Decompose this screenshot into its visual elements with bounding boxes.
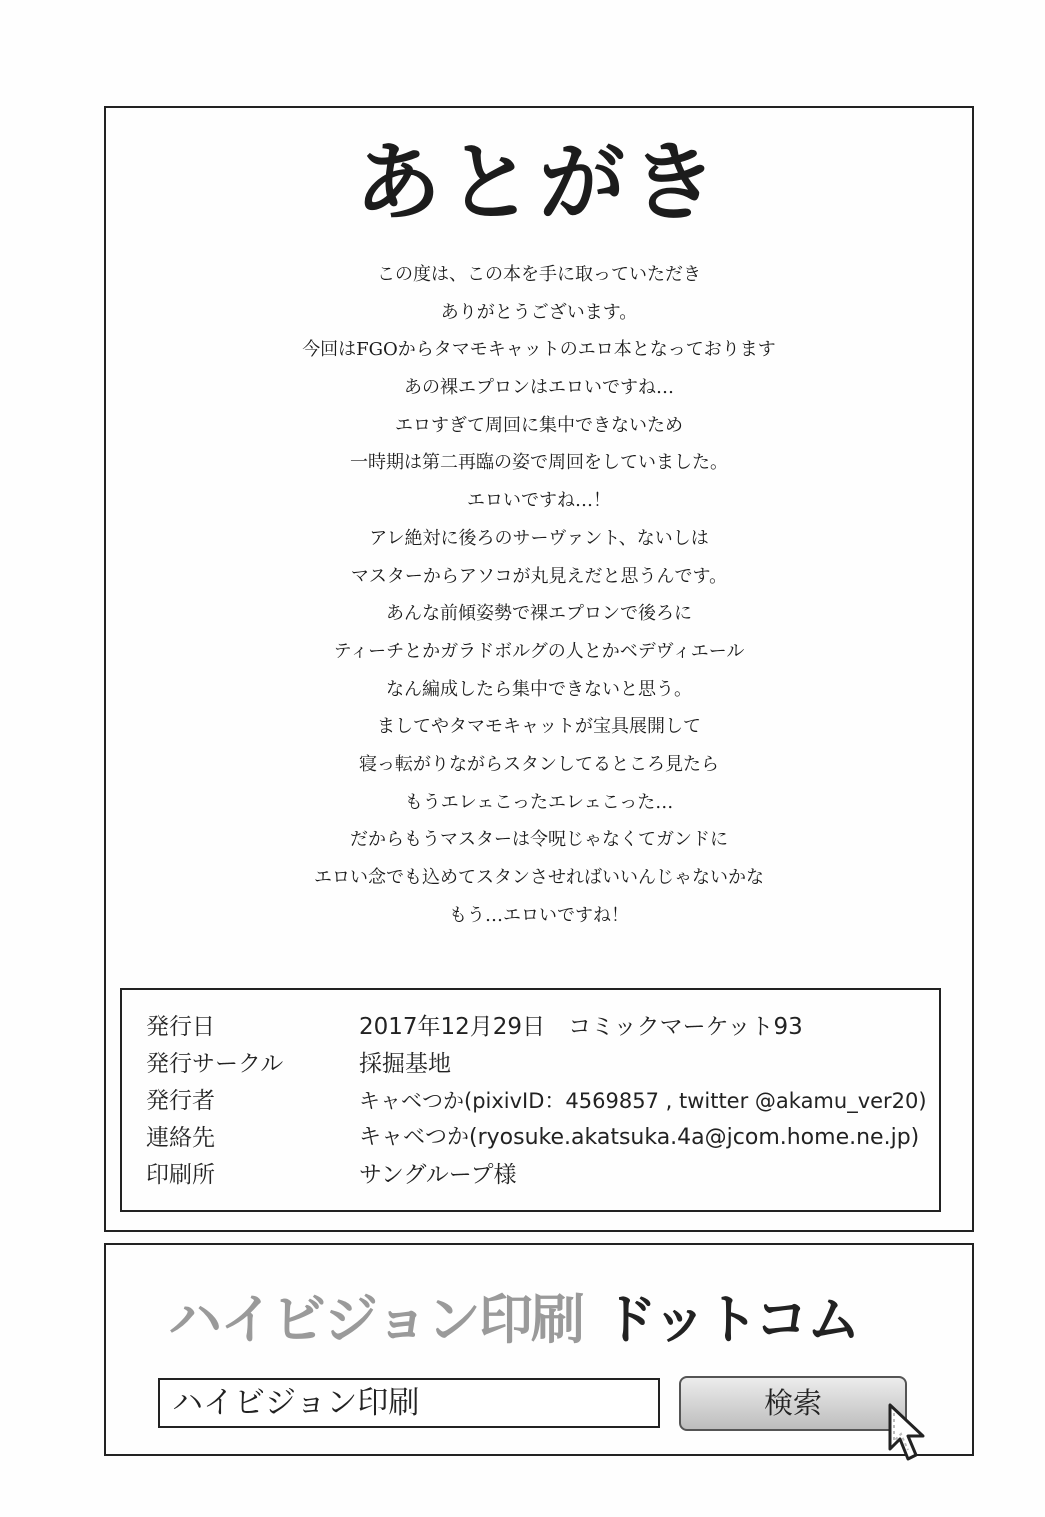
afterword-line: あんな前傾姿勢で裸エプロンで後ろに xyxy=(386,603,692,625)
printer-logo-part1: ハイビジョン印刷 xyxy=(168,1288,583,1351)
colophon-label: 印刷所 xyxy=(146,1162,215,1188)
afterword-frame xyxy=(104,106,974,1232)
colophon-box xyxy=(120,988,941,1212)
afterword-line: だからもうマスターは令呪じゃなくてガンドに xyxy=(350,829,728,851)
afterword-line: あの裸エプロンはエロいですね… xyxy=(404,377,674,399)
printer-ad-banner xyxy=(104,1243,974,1456)
colophon-value: 2017年12月29日 コミックマーケット93 xyxy=(359,1014,803,1040)
colophon-value: キャベつか(ryosuke.akatsuka.4a@jcom.home.ne.jp) xyxy=(359,1125,920,1150)
afterword-line: エロいですね…！ xyxy=(467,490,611,512)
search-button[interactable]: 検索 xyxy=(679,1376,907,1431)
afterword-line: ましてやタマモキャットが宝具展開して xyxy=(377,716,701,738)
colophon-label: 発行日 xyxy=(146,1014,215,1040)
afterword-line: 一時期は第二再臨の姿で周回をしていました。 xyxy=(350,452,728,474)
afterword-line: アレ絶対に後ろのサーヴァント、ないしは xyxy=(369,527,709,549)
afterword-line: ティーチとかガラドボルグの人とかベデヴィエール xyxy=(333,640,745,662)
afterword-body xyxy=(106,256,972,934)
printer-logo xyxy=(168,1285,859,1355)
search-input[interactable]: ハイビジョン印刷 xyxy=(158,1378,660,1428)
afterword-line: エロすぎて周回に集中できないため xyxy=(395,414,683,436)
colophon-value: サングループ様 xyxy=(359,1162,517,1188)
colophon-label: 連絡先 xyxy=(146,1125,215,1151)
afterword-line: マスターからアソコが丸見えだと思うんです。 xyxy=(350,565,728,587)
colophon-value: キャベつか(pixivID：4569857 , twitter @akamu_ver20) xyxy=(359,1089,927,1113)
colophon-value: 採掘基地 xyxy=(359,1051,451,1077)
afterword-line: もう…エロいですね！ xyxy=(449,904,629,926)
afterword-line: もうエレェこったエレェこった… xyxy=(404,791,674,813)
afterword-title: あとがき xyxy=(355,133,723,233)
afterword-line: 寝っ転がりながらスタンしてるところ見たら xyxy=(359,753,719,775)
afterword-line: 今回はFGOからタマモキャットのエロ本となっております xyxy=(302,339,776,361)
afterword-line: この度は、この本を手に取っていただき xyxy=(377,264,701,285)
pointer-cursor-icon xyxy=(886,1403,930,1463)
afterword-line: なん編成したら集中できないと思う。 xyxy=(386,678,692,700)
printer-logo-part2: ドットコム xyxy=(602,1288,859,1351)
afterword-line: エロい念でも込めてスタンさせればいいんじゃないかな xyxy=(314,867,764,888)
colophon-label: 発行サークル xyxy=(146,1051,284,1077)
colophon-label: 発行者 xyxy=(146,1088,215,1114)
afterword-line: ありがとうございます。 xyxy=(440,301,638,323)
